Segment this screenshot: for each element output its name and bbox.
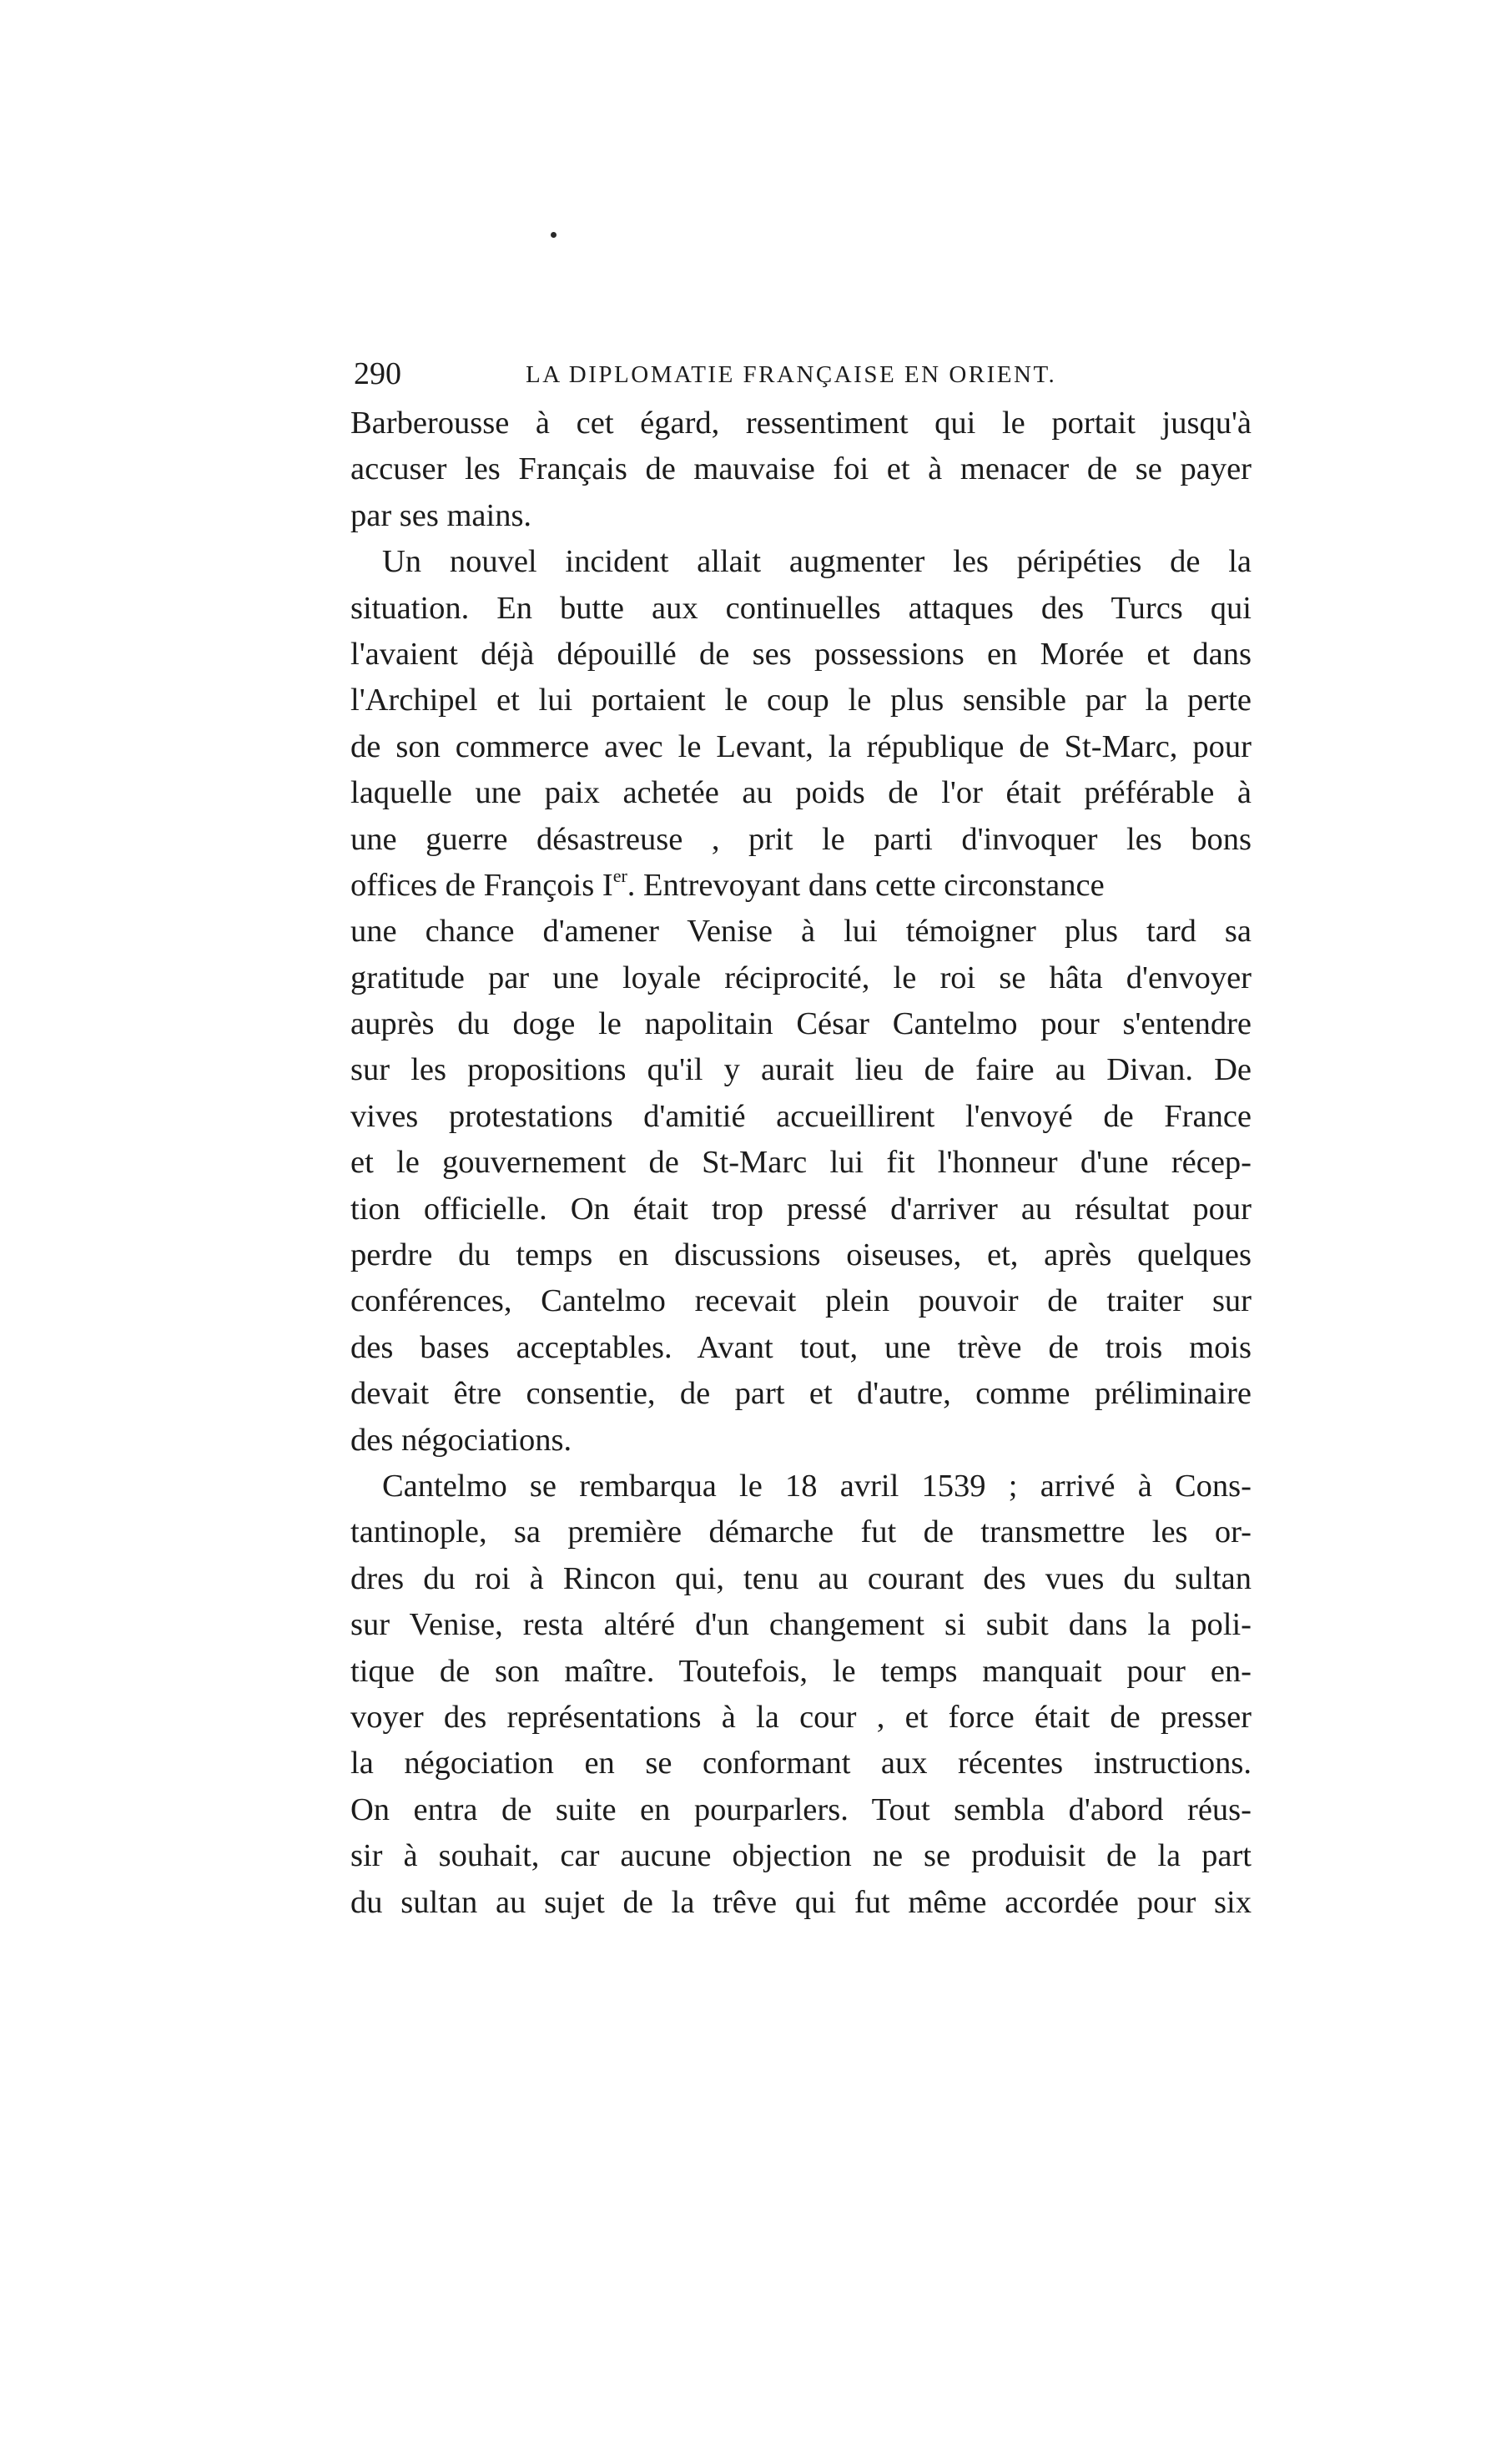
text-line: l'Archipel et lui portaient le coup le plus sensible par la perte [350,683,1252,718]
text-line: auprès du doge le napolitain César Cantelmo pour s'entendre [350,1006,1252,1042]
text-line: tantinople, sa première démarche fut de transmettre les or- [350,1514,1252,1550]
running-head [354,350,1247,397]
text-line: une guerre désastreuse , prit le parti d'invoquer les bons [350,821,1252,857]
text-line: sur les propositions qu'il y aurait lieu de faire au Divan. De [350,1052,1252,1088]
text-line: conférences, Cantelmo recevait plein pouvoir de traiter sur [350,1283,1252,1319]
text-line: du sultan au sujet de la trêve qui fut même accordée pour six [350,1884,1252,1920]
text-line: gratitude par une loyale réciprocité, le roi se hâta d'envoyer [350,960,1252,995]
text-line: l'avaient déjà dépouillé de ses possessions en Morée et dans [350,636,1252,672]
superscript: er [612,864,627,886]
text-line: Un nouvel incident allait augmenter les péripéties de la [382,544,1252,580]
text-line: de son commerce avec le Levant, la république de St-Marc, pour [350,728,1252,764]
text-line: perdre du temps en discussions oiseuses, et, après quelques [350,1237,1252,1273]
text-line: tique de son maître. Toutefois, le temps manquait pour en- [350,1653,1252,1689]
text-line: et le gouvernement de St-Marc lui fit l'honneur d'une récep- [350,1145,1252,1181]
text-line: Cantelmo se rembarqua le 18 avril 1539 ; arrivé à Cons- [382,1468,1252,1504]
text-line: devait être consentie, de part et d'autre, comme préliminaire [350,1376,1252,1412]
text-line: dres du roi à Rincon qui, tenu au courant des vues du sultan [350,1560,1252,1596]
text-line: des bases acceptables. Avant tout, une trève de trois mois [350,1329,1252,1365]
text-line: voyer des représentations à la cour , et force était de presser [350,1699,1252,1735]
text-line: vives protestations d'amitié accueillirent l'envoyé de France [350,1098,1252,1134]
running-title: LA DIPLOMATIE FRANÇAISE EN ORIENT. [526,361,1057,388]
text-line: sur Venise, resta altéré d'un changement si subit dans la poli- [350,1607,1252,1643]
text-line: Barberousse à cet égard, ressentiment qui le portait jusqu'à [350,406,1252,441]
text-line: On entra de suite en pourparlers. Tout sembla d'abord réus- [350,1791,1252,1827]
text-line: accuser les Français de mauvaise foi et à menacer de se payer [350,451,1252,487]
ink-speck [551,232,557,238]
text-line: tion officielle. On était trop pressé d'arriver au résultat pour [350,1191,1252,1227]
body-text [350,401,1252,1926]
text-fragment: . Entrevoyant dans cette circonstance [627,867,1105,903]
text-line: une chance d'amener Venise à lui témoigner plus tard sa [350,914,1252,950]
text-line-with-superscript [350,863,1252,909]
text-line: par ses mains. [350,497,532,533]
text-line: la négociation en se conformant aux récentes instructions. [350,1746,1252,1781]
text-line: laquelle une paix achetée au poids de l'or était préférable à [350,775,1252,811]
text-fragment: offices de François I [350,867,613,903]
text-line: situation. En butte aux continuelles attaques des Turcs qui [350,590,1252,626]
page-number: 290 [354,356,401,391]
text-line: des négociations. [350,1422,572,1458]
text-line: sir à souhait, car aucune objection ne se produisit de la part [350,1838,1252,1874]
